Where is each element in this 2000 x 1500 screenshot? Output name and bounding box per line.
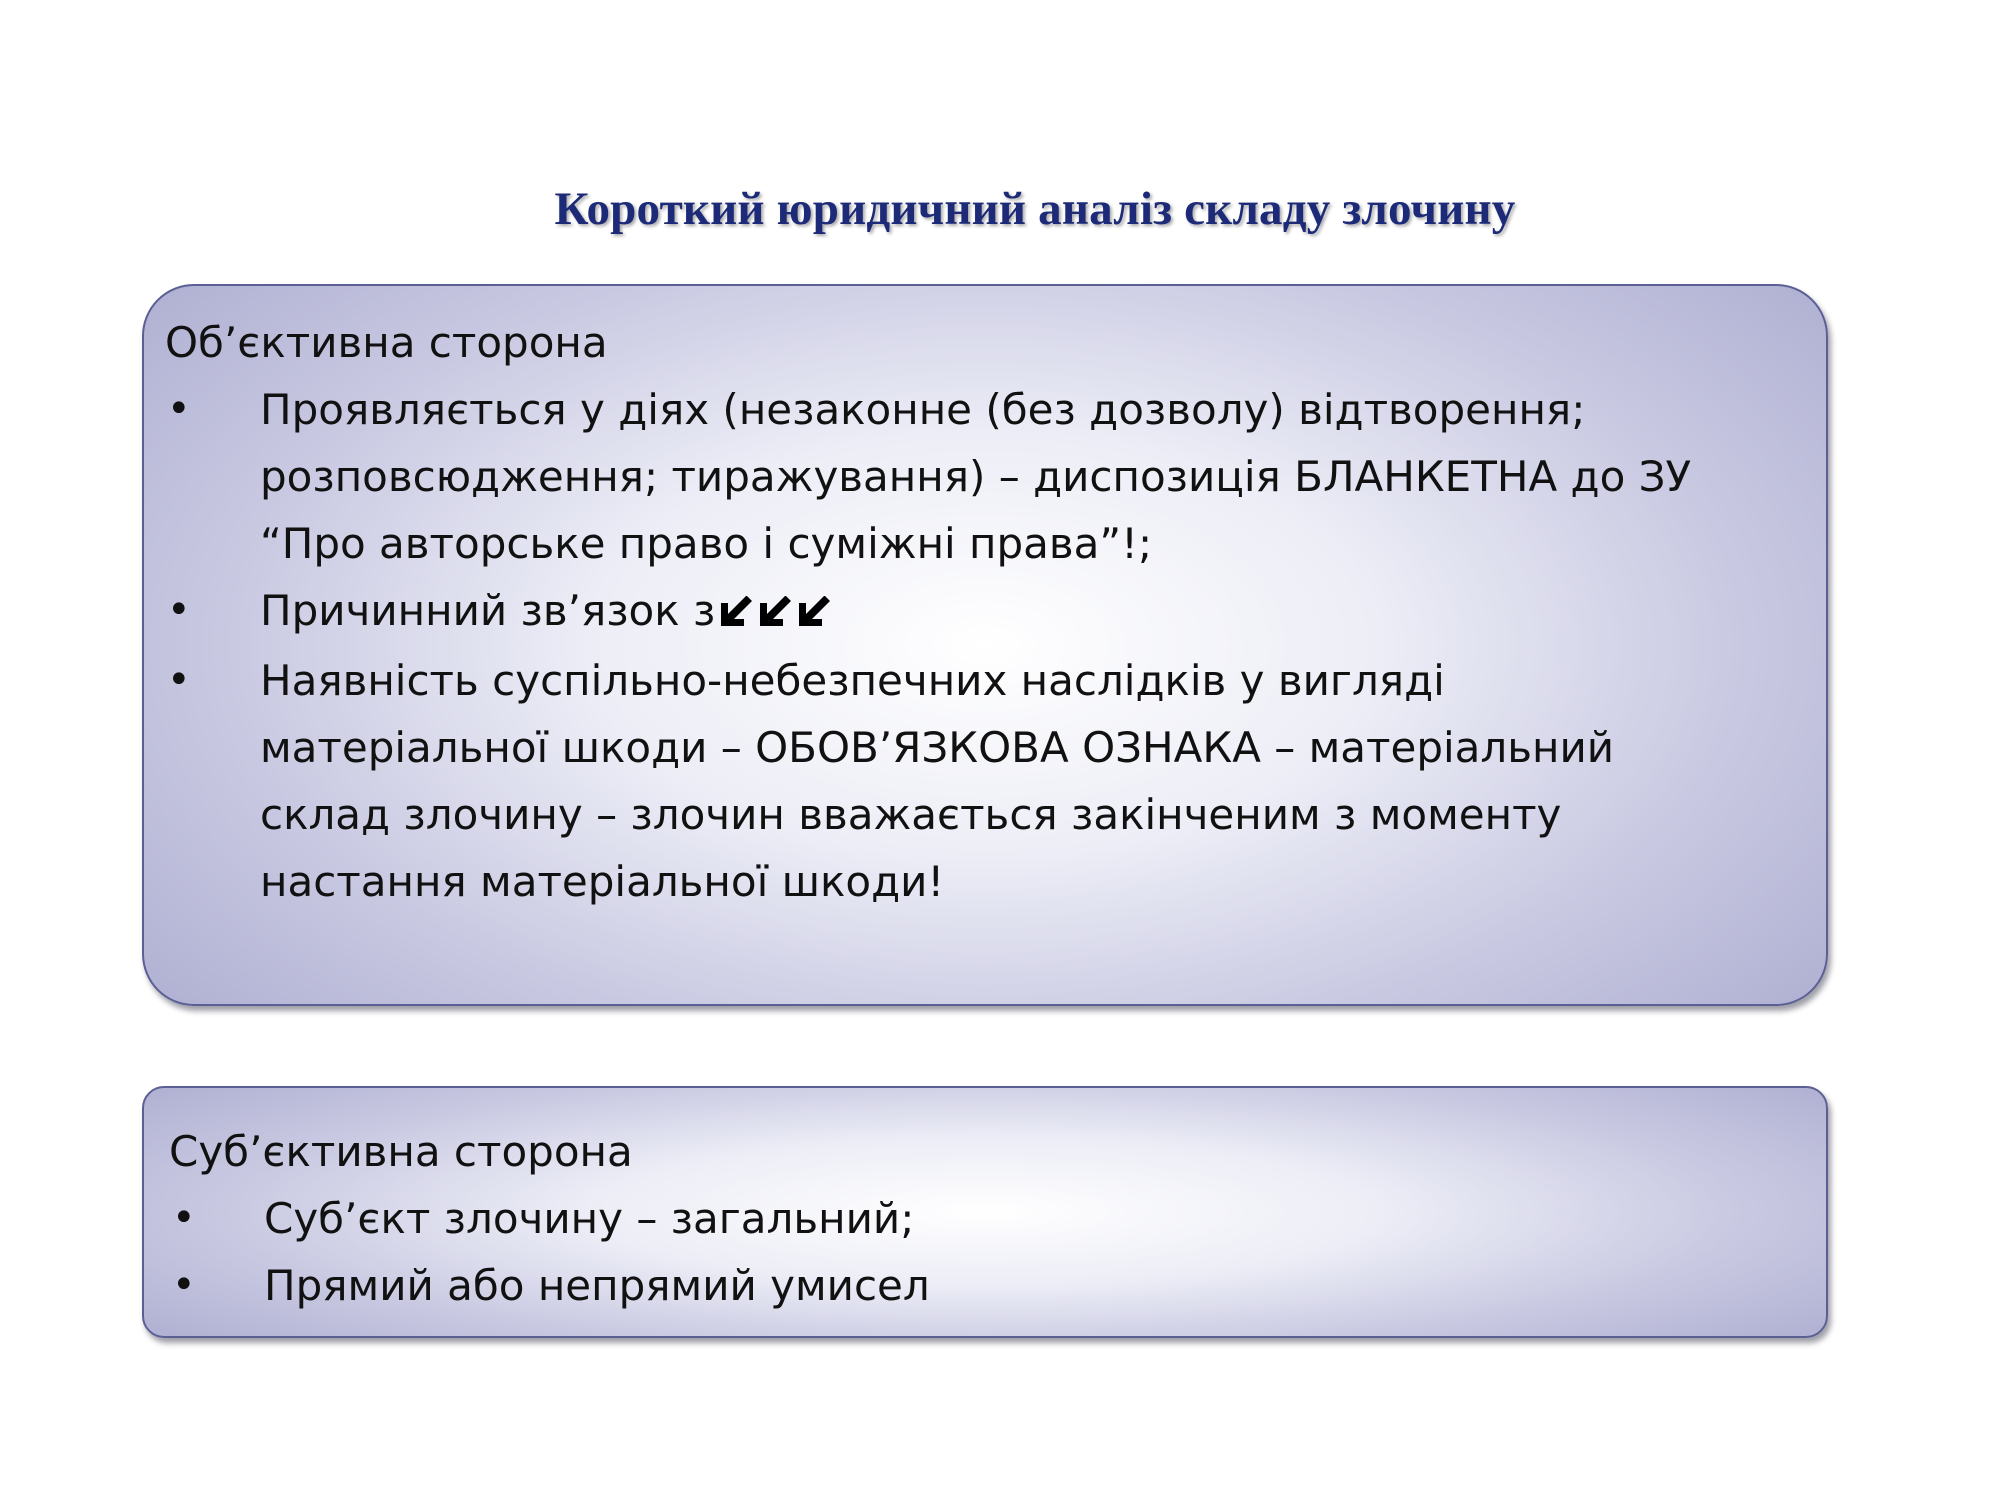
bullet-icon: • [167, 657, 191, 703]
list-item-line: склад злочину – злочин вважається закінченим з моменту [260, 790, 1562, 839]
list-item-line: Проявляється у діях (незаконне (без дозволу) відтворення; [260, 385, 1586, 434]
bullet-icon: • [167, 587, 191, 633]
list-item-line [260, 577, 1824, 647]
list-item-line: Прямий або непрямий умисел [264, 1261, 930, 1310]
bullet-icon: • [172, 1262, 196, 1308]
list-item-line: Суб’єкт злочину – загальний; [264, 1194, 915, 1243]
objective-side-panel [142, 284, 1828, 1006]
subjective-side-list [144, 1185, 1824, 1319]
objective-side-heading: Об’єктивна сторона [165, 318, 608, 367]
list-item-line: “Про авторське право і суміжні права”!; [260, 519, 1153, 568]
arrow-group [717, 580, 834, 647]
list-item-line: розповсюдження; тиражування) – диспозиція БЛАНКЕТНА до ЗУ [260, 452, 1692, 501]
slide-title: Короткий юридичний аналіз складу злочину [554, 183, 1516, 235]
arrow-down-left-icon [756, 592, 792, 628]
arrow-down-left-icon [717, 592, 753, 628]
list-item-text: Причинний зв’язок з [260, 586, 716, 635]
list-item [144, 1252, 1824, 1319]
subjective-side-heading: Суб’єктивна сторона [169, 1127, 633, 1176]
list-item [144, 1185, 1824, 1252]
list-item [144, 647, 1824, 915]
list-item-line: матеріальної шкоди – ОБОВ’ЯЗКОВА ОЗНАКА – матеріальний [260, 723, 1615, 772]
list-item-line: Наявність суспільно-небезпечних наслідків у вигляді [260, 656, 1445, 705]
bullet-icon: • [167, 386, 191, 432]
objective-side-list [144, 376, 1824, 915]
list-item [144, 577, 1824, 647]
list-item-line: настання матеріальної шкоди! [260, 857, 945, 906]
subjective-side-panel [142, 1086, 1828, 1338]
arrow-down-left-icon [795, 592, 831, 628]
bullet-icon: • [172, 1195, 196, 1241]
list-item [144, 376, 1824, 577]
